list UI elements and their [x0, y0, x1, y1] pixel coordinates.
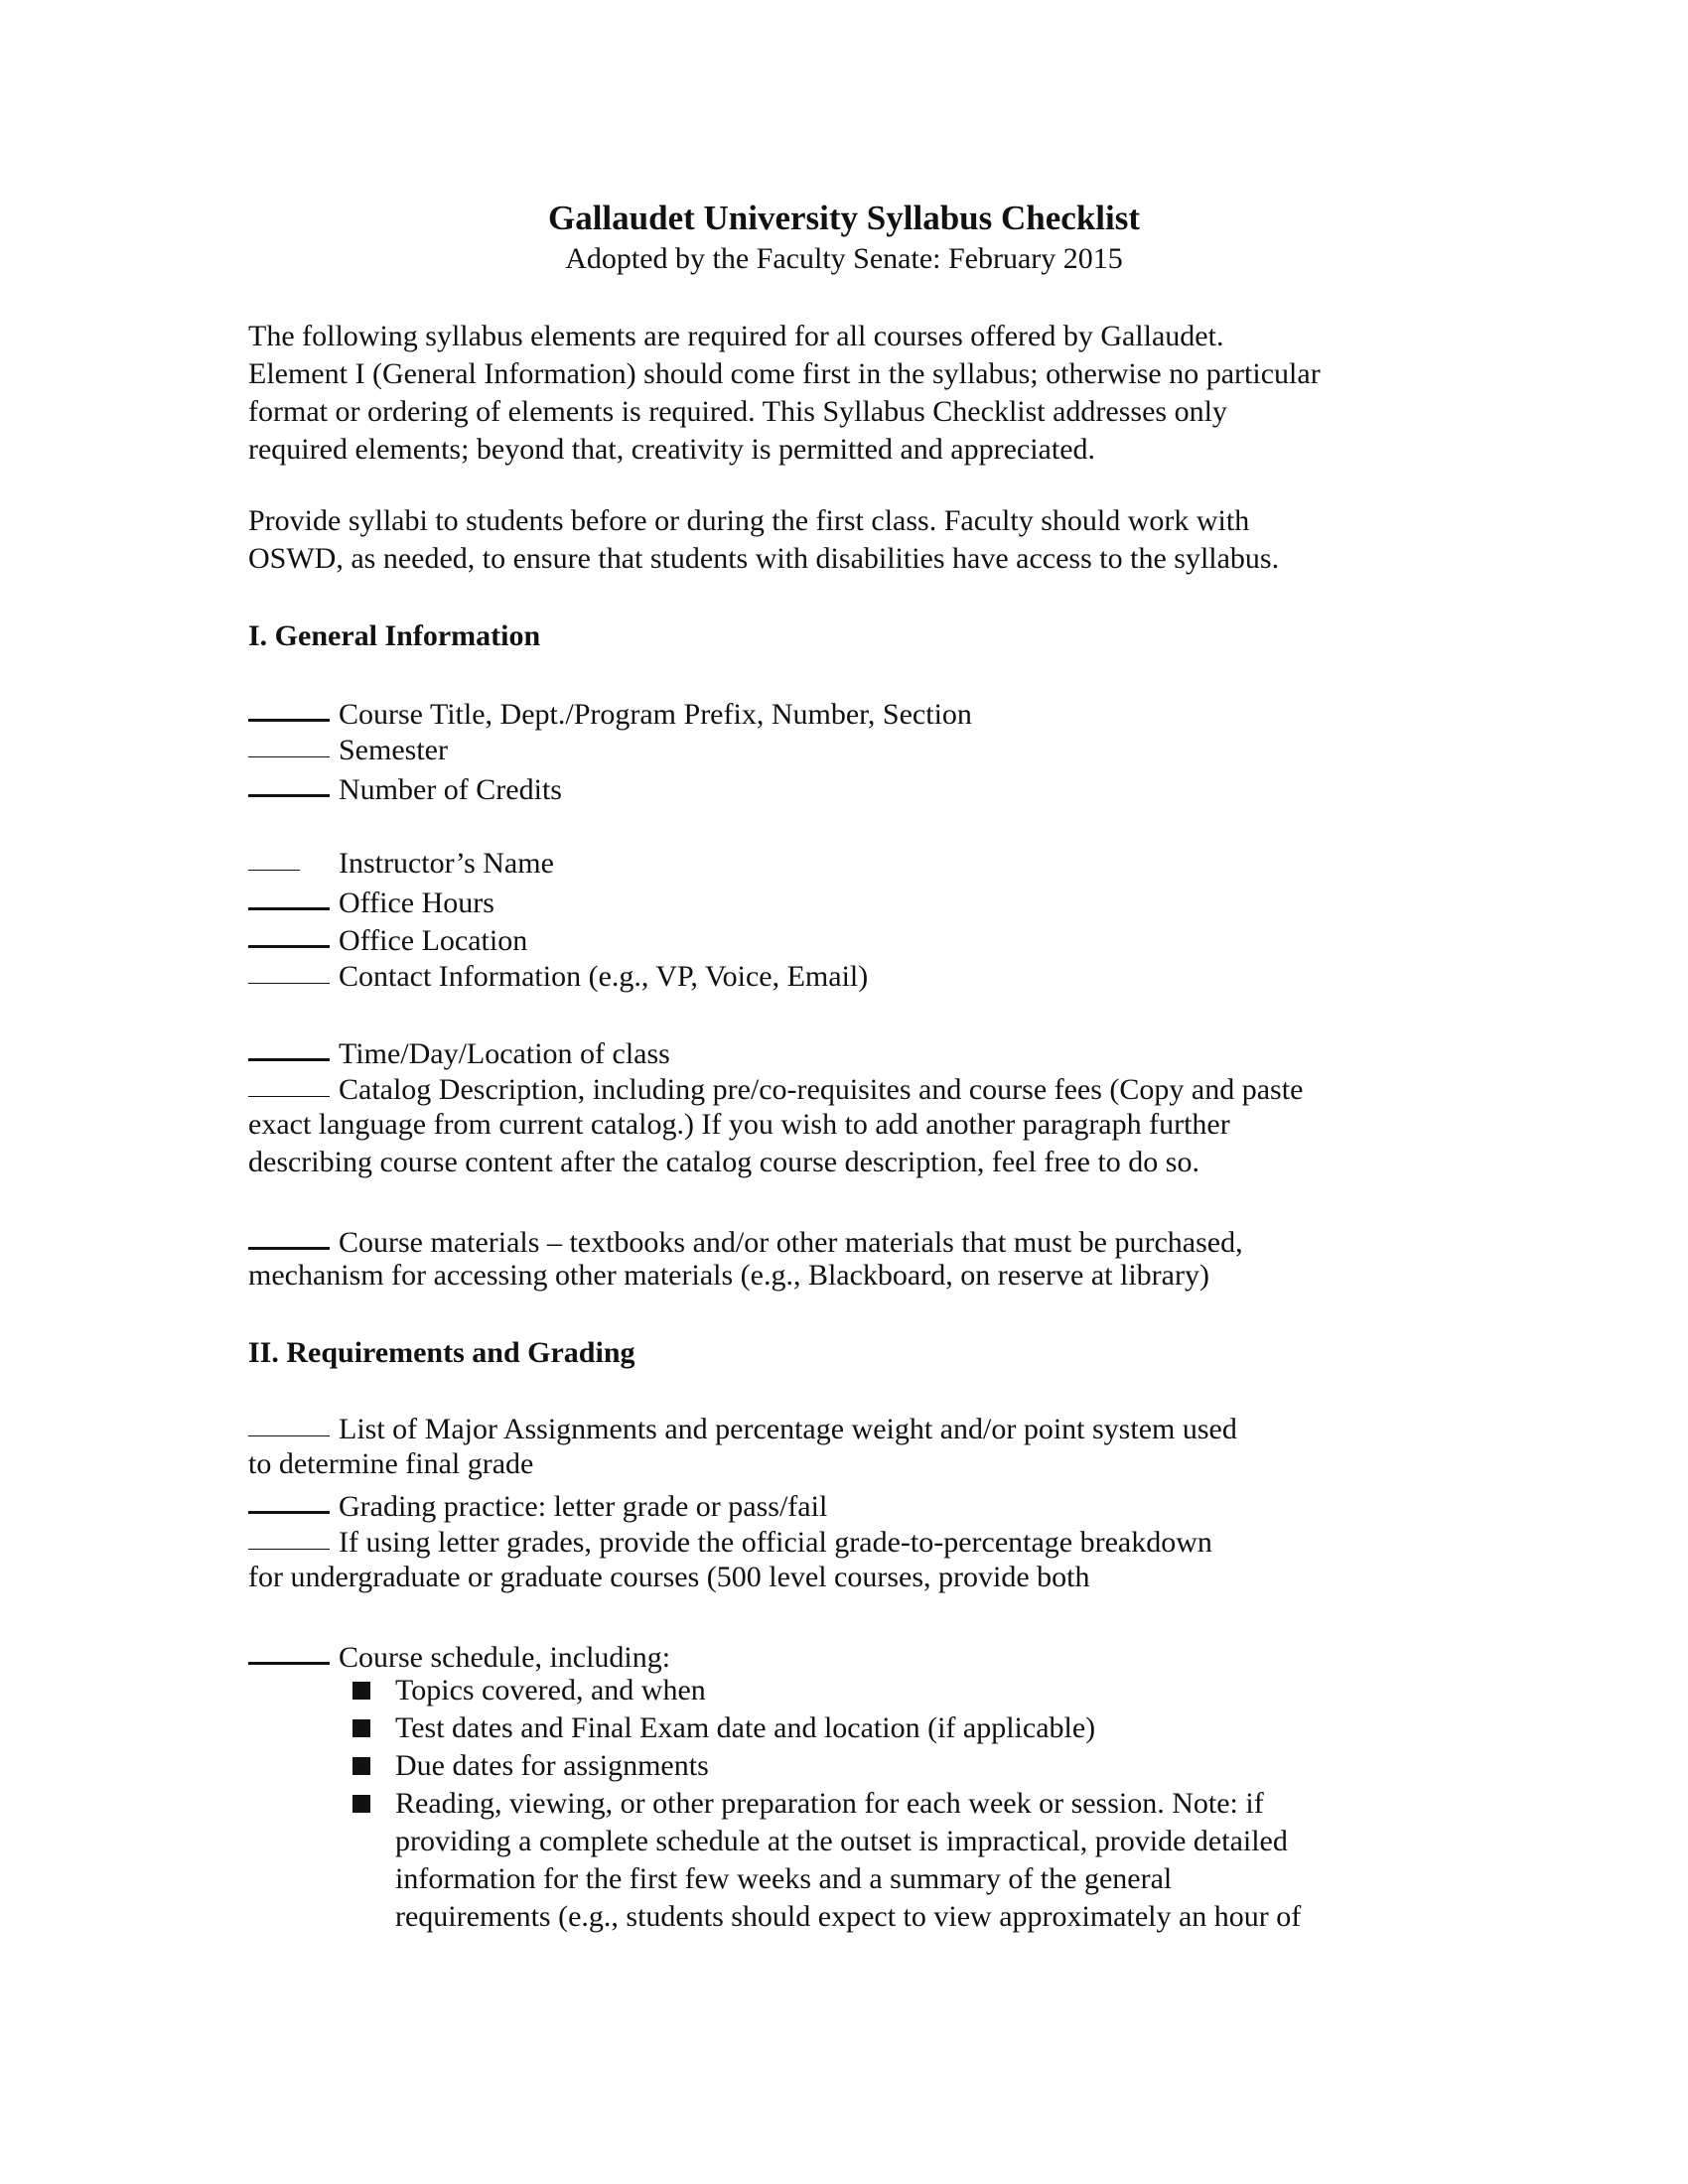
checklist-item: [248, 1634, 670, 1677]
checklist-item-label: Office Location: [339, 924, 528, 957]
bullet-text: Due dates for assignments: [395, 1749, 709, 1782]
intro-p1-line: required elements; beyond that, creativity is permitted and appreciated.: [248, 433, 1096, 466]
checklist-item-label: Number of Credits: [339, 773, 562, 806]
checkbox-blank[interactable]: [248, 915, 330, 948]
checklist-item-label: If using letter grades, provide the official grade-to-percentage breakdown: [339, 1526, 1212, 1559]
checklist-item-label: Contact Information (e.g., VP, Voice, Email): [339, 960, 869, 993]
checklist-item-continuation: exact language from current catalog.) If you wish to add another paragraph further: [248, 1108, 1230, 1141]
checklist-item: [248, 766, 562, 809]
checklist-item-label: Course materials – textbooks and/or other materials that must be purchased,: [339, 1226, 1243, 1259]
checkbox-blank[interactable]: [248, 764, 330, 797]
bullet-text: Test dates and Final Exam date and location (if applicable): [395, 1711, 1096, 1744]
checklist-item: [248, 1219, 1243, 1262]
checkbox-blank[interactable]: [248, 689, 330, 722]
checklist-item-label: Time/Day/Location of class: [339, 1037, 670, 1070]
checklist-item: [248, 1483, 827, 1526]
square-bullet-icon: [352, 1682, 370, 1700]
intro-p2-line: Provide syllabi to students before or during the first class. Faculty should work with: [248, 504, 1250, 537]
checkbox-blank[interactable]: [248, 1632, 330, 1665]
checklist-item-continuation: describing course content after the catalog course description, feel free to do so.: [248, 1146, 1199, 1178]
checklist-item: [248, 842, 554, 883]
intro-paragraph-2: [248, 502, 1279, 578]
square-bullet-icon: [352, 1757, 370, 1775]
intro-paragraph-1: [248, 318, 1321, 469]
document-title: Gallaudet University Syllabus Checklist: [547, 199, 1141, 237]
checklist-item: [248, 1408, 1237, 1448]
bullet-text-continuation: information for the first few weeks and a summary of the general: [395, 1862, 1173, 1895]
checklist-item-continuation: for undergraduate or graduate courses (500 level courses, provide both: [248, 1561, 1090, 1593]
checklist-item-label: Instructor’s Name: [339, 847, 554, 880]
checklist-item: [248, 1521, 1212, 1562]
section-heading-general-information: I. General Information: [248, 619, 541, 652]
intro-p1-line: Element I (General Information) should come first in the syllabus; otherwise no particular: [248, 357, 1321, 390]
checklist-item: [248, 691, 972, 734]
bullet-text-continuation: providing a complete schedule at the outset is impractical, provide detailed: [395, 1825, 1288, 1857]
checklist-item: [248, 955, 868, 996]
document-subtitle: Adopted by the Faculty Senate: February 2015: [565, 242, 1123, 275]
bullet-text: Reading, viewing, or other preparation for each week or session. Note: if: [395, 1787, 1264, 1820]
checkbox-blank[interactable]: [248, 878, 330, 910]
checklist-item-label: Office Hours: [339, 887, 494, 919]
checklist-item: [248, 1068, 1303, 1109]
checklist-item-label: List of Major Assignments and percentage weight and/or point system used: [339, 1413, 1237, 1445]
intro-p2-line: OSWD, as needed, to ensure that students with disabilities have access to the syllabus.: [248, 542, 1280, 575]
checklist-item-label: Semester: [339, 734, 448, 766]
checklist-item: [248, 729, 448, 769]
square-bullet-icon: [352, 1719, 370, 1737]
intro-p1-line: The following syllabus elements are required for all courses offered by Gallaudet.: [248, 320, 1224, 352]
checklist-item-label: Course Title, Dept./Program Prefix, Number, Section: [339, 698, 972, 731]
checkbox-blank[interactable]: [248, 1217, 330, 1250]
checklist-item-label: Catalog Description, including pre/co-requisites and course fees (Copy and paste: [339, 1073, 1304, 1106]
bullet-text: Topics covered, and when: [395, 1674, 706, 1706]
checklist-item-label: Course schedule, including:: [339, 1641, 671, 1674]
checklist-item-continuation: mechanism for accessing other materials (e.g., Blackboard, on reserve at library): [248, 1259, 1209, 1292]
checkbox-blank[interactable]: [248, 727, 330, 757]
checklist-item-continuation: to determine final grade: [248, 1447, 534, 1480]
checkbox-blank[interactable]: [248, 1519, 330, 1550]
checklist-item-label: Grading practice: letter grade or pass/fail: [339, 1490, 828, 1523]
bullet-text-continuation: requirements (e.g., students should expect to view approximately an hour of: [395, 1900, 1302, 1933]
checkbox-blank[interactable]: [248, 840, 300, 871]
checkbox-blank[interactable]: [248, 953, 330, 984]
checkbox-blank[interactable]: [248, 1406, 330, 1436]
section-heading-requirements-grading: II. Requirements and Grading: [248, 1336, 635, 1369]
intro-p1-line: format or ordering of elements is required. This Syllabus Checklist addresses only: [248, 395, 1227, 428]
checkbox-blank[interactable]: [248, 1028, 330, 1061]
square-bullet-icon: [352, 1795, 370, 1813]
checkbox-blank[interactable]: [248, 1481, 330, 1514]
checkbox-blank[interactable]: [248, 1066, 330, 1097]
